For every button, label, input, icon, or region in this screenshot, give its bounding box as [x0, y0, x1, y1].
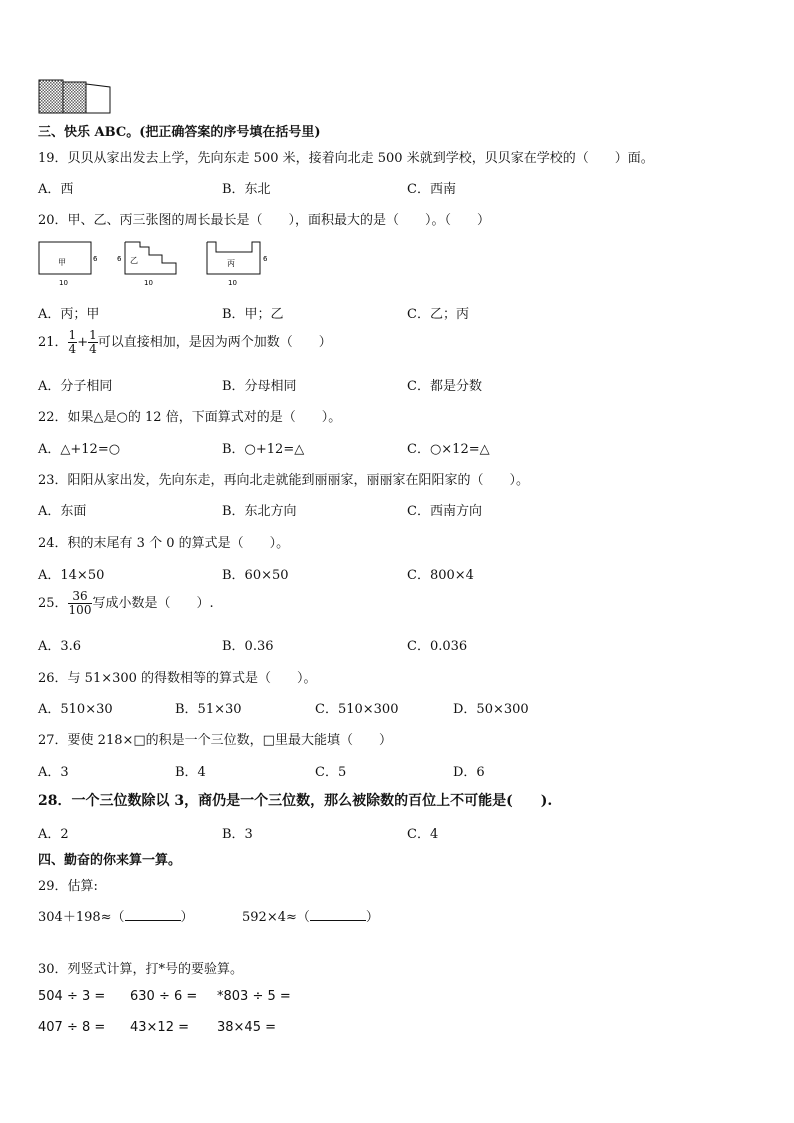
question-30-title: 30．列竖式计算，打*号的要验算。 [38, 962, 244, 977]
shape-b-width: 10 [144, 279, 153, 287]
section-3-title: 三、快乐 ABC。(把正确答案的序号填在括号里) [38, 125, 321, 140]
shape-a-label: 甲 [58, 258, 66, 267]
question-20: 20．甲、乙、丙三张图的周长最长是（ ），面积最大的是（ ）。（ ） [38, 213, 491, 228]
q21-fraction-1: $\frac{1}{4}$ [68, 328, 77, 356]
q24-option-c[interactable]: C．800×4 [407, 568, 474, 583]
q20-option-b[interactable]: B．甲；乙 [222, 307, 284, 322]
q27-option-b[interactable]: B．4 [175, 765, 206, 780]
q26-option-c[interactable]: C．510×300 [315, 702, 399, 717]
q22-option-a[interactable]: A．△+12=○ [38, 442, 121, 457]
q25-option-c[interactable]: C．0.036 [407, 639, 468, 654]
q30-problem-5: 43×12 = [130, 1020, 190, 1035]
q29-estimate-1: 304＋198≈（ ） [38, 910, 194, 925]
q25-fraction: $\frac{36}{100}$ [68, 589, 92, 617]
question-26: 26．与 51×300 的得数相等的算式是（ ）。 [38, 671, 317, 686]
q29-answer-blank-2[interactable] [310, 908, 366, 921]
q26-option-b[interactable]: B．51×30 [175, 702, 242, 717]
question-28: 28．一个三位数除以 3，商仍是一个三位数，那么被除数的百位上不可能是( ). [38, 793, 553, 809]
q28-option-b[interactable]: B．3 [222, 827, 253, 842]
question-27: 27．要使 218×□的积是一个三位数，□里最大能填（ ） [38, 733, 392, 748]
q27-option-d[interactable]: D．6 [453, 765, 485, 780]
q28-option-c[interactable]: C．4 [407, 827, 439, 842]
q24-option-b[interactable]: B．60×50 [222, 568, 289, 583]
q21-option-a[interactable]: A．分子相同 [38, 379, 113, 394]
q19-option-a[interactable]: A．西 [38, 182, 74, 197]
shape-b-height: 6 [117, 255, 122, 263]
q27-option-c[interactable]: C．5 [315, 765, 347, 780]
q29-answer-blank-1[interactable] [125, 908, 181, 921]
q19-option-b[interactable]: B．东北 [222, 182, 271, 197]
q23-option-a[interactable]: A．东面 [38, 504, 87, 519]
section-4-title: 四、勤奋的你来算一算。 [38, 853, 182, 868]
q21-plus: + [77, 335, 89, 350]
q26-option-d[interactable]: D．50×300 [453, 702, 529, 717]
q25-number: 25． [38, 596, 68, 611]
q23-option-b[interactable]: B．东北方向 [222, 504, 297, 519]
shape-a-height: 6 [93, 255, 98, 263]
shape-b-label: 乙 [130, 256, 138, 265]
q29-estimate-2: 592×4≈（ ） [242, 910, 379, 925]
q22-option-c[interactable]: C．○×12=△ [407, 442, 490, 457]
top-shaded-figure [38, 79, 112, 115]
q25-option-b[interactable]: B．0.36 [222, 639, 274, 654]
question-19: 19．贝贝从家出发去上学，先向东走 500 米，接着向北走 500 米就到学校，贝贝家在学校的（ ）面。 [38, 151, 654, 166]
q30-problem-2: 630 ÷ 6 = [130, 989, 198, 1004]
q23-option-c[interactable]: C．西南方向 [407, 504, 482, 519]
q21-fraction-2: $\frac{1}{4}$ [89, 328, 97, 356]
shape-c-label: 丙 [227, 259, 235, 268]
question-22: 22．如果△是○的 12 倍，下面算式对的是（ ）。 [38, 410, 342, 425]
q27-option-a[interactable]: A．3 [38, 765, 69, 780]
question-29-title: 29．估算: [38, 879, 98, 894]
q28-option-a[interactable]: A．2 [38, 827, 69, 842]
q25-option-a[interactable]: A．3.6 [38, 639, 82, 654]
q24-option-a[interactable]: A．14×50 [38, 568, 105, 583]
q19-option-c[interactable]: C．西南 [407, 182, 456, 197]
q20-option-a[interactable]: A．丙；甲 [38, 307, 100, 322]
q30-problem-3: *803 ÷ 5 = [217, 989, 291, 1004]
q21-option-c[interactable]: C．都是分数 [407, 379, 482, 394]
q30-problem-4: 407 ÷ 8 = [38, 1020, 106, 1035]
question-23: 23．阳阳从家出发，先向东走，再向北走就能到丽丽家，丽丽家在阳阳家的（ ）。 [38, 473, 530, 488]
shape-c-width: 10 [228, 279, 237, 287]
q21-option-b[interactable]: B．分母相同 [222, 379, 297, 394]
shape-c-height: 6 [263, 255, 268, 263]
question-24: 24．积的末尾有 3 个 0 的算式是（ ）。 [38, 536, 290, 551]
q21-text: 可以直接相加，是因为两个加数（ ） [97, 335, 332, 350]
q30-problem-6: 38×45 = [217, 1020, 277, 1035]
question-25 [38, 590, 214, 617]
q20-option-c[interactable]: C．乙；丙 [407, 307, 469, 322]
q22-option-b[interactable]: B．○+12=△ [222, 442, 305, 457]
question-21 [38, 329, 332, 356]
q25-text: 写成小数是（ ）. [92, 596, 214, 611]
q30-problem-1: 504 ÷ 3 = [38, 989, 106, 1004]
q20-shapes-figure [36, 238, 276, 290]
shape-a-width: 10 [59, 279, 68, 287]
q26-option-a[interactable]: A．510×30 [38, 702, 113, 717]
q21-number: 21． [38, 335, 68, 350]
